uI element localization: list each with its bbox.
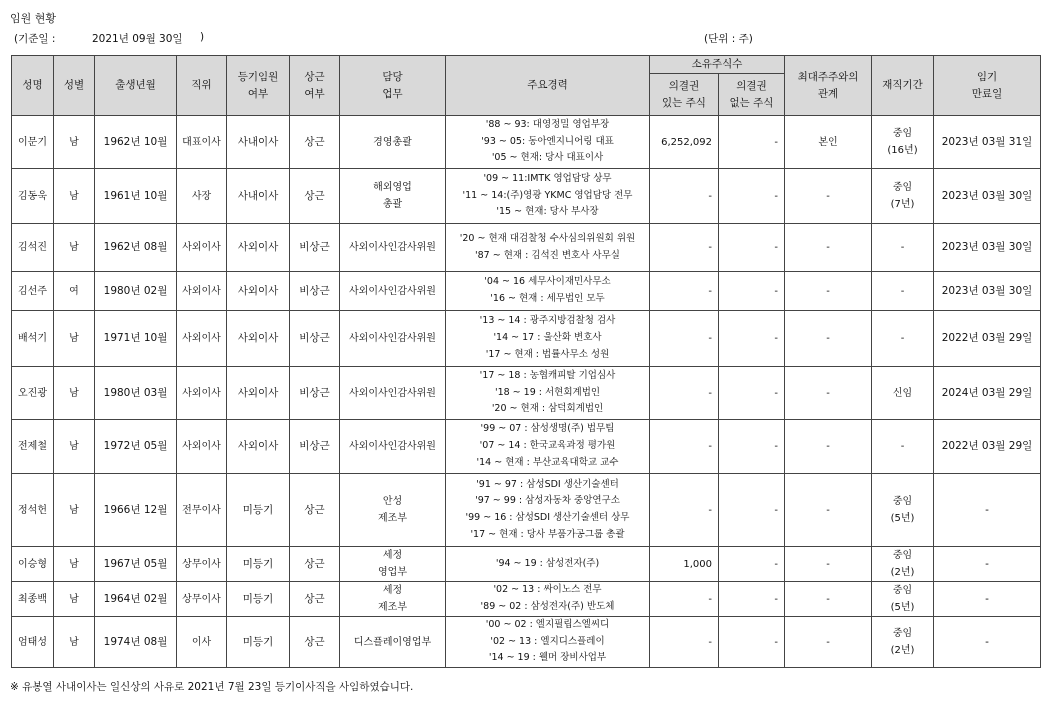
cell-duty-line: 총괄: [382, 199, 403, 210]
cell-career: [446, 367, 650, 420]
cell-nonvoting: -: [719, 367, 785, 420]
cell-birth: 1962년 08월: [95, 224, 177, 272]
cell-registered: 사외이사: [227, 367, 290, 420]
cell-nonvoting: -: [719, 420, 785, 474]
cell-career-line: '17 ~ 현재 : 법률사무소 성원: [485, 348, 610, 360]
cell-tenure: [872, 169, 934, 224]
cell-voting: -: [650, 420, 719, 474]
cell-birth: 1972년 05월: [95, 420, 177, 474]
cell-birth: 1980년 03월: [95, 367, 177, 420]
cell-voting: -: [650, 474, 719, 547]
header-duty-1: 담당: [382, 70, 403, 83]
cell-relation: -: [785, 272, 872, 311]
cell-career-line: '97 ~ 99 : 삼성자동차 중앙연구소: [475, 495, 620, 507]
cell-birth: 1967년 05월: [95, 547, 177, 582]
header-registered-2: 여부: [247, 87, 269, 100]
cell-relation: -: [785, 311, 872, 367]
cell-nonvoting: -: [719, 547, 785, 582]
cell-voting: -: [650, 582, 719, 617]
cell-tenure: [872, 420, 934, 474]
cell-career-line: '20 ~ 현재 대검찰청 수사심의위원회 위원: [459, 232, 636, 244]
cell-nonvoting: -: [719, 169, 785, 224]
cell-registered: 사외이사: [227, 311, 290, 367]
cell-relation: -: [785, 547, 872, 582]
header-nonvoting-2: 없는 주식: [729, 96, 774, 109]
cell-career-line: '00 ~ 02 : 엘지필립스엘씨디: [485, 619, 610, 630]
cell-voting: 1,000: [650, 547, 719, 582]
table-row: [12, 420, 1041, 474]
cell-career-line: '05 ~ 현재: 당사 대표이사: [491, 152, 604, 164]
cell-duty: [340, 474, 446, 547]
cell-tenure: [872, 582, 934, 617]
cell-career: [446, 224, 650, 272]
page-title: 임원 현황: [10, 12, 57, 25]
cell-voting: -: [650, 617, 719, 668]
cell-registered: 사외이사: [227, 224, 290, 272]
cell-career: [446, 272, 650, 311]
cell-career: [446, 169, 650, 224]
header-registered: [227, 56, 290, 116]
cell-tenure-line: 중임: [892, 128, 913, 139]
header-voting-1: 의결권: [668, 79, 700, 92]
cell-relation: -: [785, 420, 872, 474]
cell-career-line: '91 ~ 97 : 삼성SDI 생산기술센터: [476, 478, 619, 490]
cell-duty-line: 사외이사인감사위원: [349, 242, 436, 253]
cell-career: [446, 420, 650, 474]
cell-career: [446, 474, 650, 547]
table-row: [12, 116, 1041, 169]
basis-date-line: [14, 31, 205, 46]
cell-duty-line: 안성: [382, 496, 403, 507]
cell-nonvoting: -: [719, 474, 785, 547]
cell-career-line: '16 ~ 현재 : 세무법인 모두: [490, 293, 605, 304]
basis-close: ): [200, 31, 205, 43]
cell-name: 김동욱: [12, 169, 54, 224]
cell-tenure-line: -: [900, 285, 905, 297]
cell-position: 사외이사: [177, 272, 227, 311]
cell-duty-line: 디스플레이영업부: [353, 636, 432, 648]
cell-fulltime: 비상근: [290, 272, 340, 311]
cell-term: 2024년 03월 29일: [934, 367, 1041, 420]
cell-name: 김선주: [12, 272, 54, 311]
cell-position: 이사: [177, 617, 227, 668]
cell-fulltime: 상근: [290, 617, 340, 668]
cell-term: 2023년 03월 30일: [934, 169, 1041, 224]
cell-gender: 여: [54, 272, 95, 311]
cell-gender: 남: [54, 116, 95, 169]
cell-career-line: '02 ~ 13 : 엘지디스플레이: [490, 635, 605, 647]
cell-nonvoting: -: [719, 272, 785, 311]
cell-voting: -: [650, 272, 719, 311]
cell-term: -: [934, 474, 1041, 547]
cell-tenure: [872, 272, 934, 311]
cell-career-line: '15 ~ 현재: 당사 부사장: [496, 206, 599, 218]
table-row: [12, 617, 1041, 668]
cell-career: [446, 311, 650, 367]
header-duty: [340, 56, 446, 116]
cell-duty: [340, 169, 446, 224]
table-row: [12, 367, 1041, 420]
table-body: [12, 116, 1041, 668]
cell-duty: [340, 582, 446, 617]
cell-birth: 1974년 08월: [95, 617, 177, 668]
cell-career: [446, 582, 650, 617]
cell-relation: -: [785, 582, 872, 617]
header-name: 성명: [12, 56, 54, 116]
cell-career-line: '89 ~ 02 : 삼성전자(주) 반도체: [480, 601, 615, 612]
table-row: [12, 272, 1041, 311]
cell-nonvoting: -: [719, 116, 785, 169]
cell-career-line: '14 ~ 17 : 울산화 변호사: [493, 332, 602, 344]
cell-career-line: '17 ~ 현재 : 당사 부품가공그룹 총괄: [470, 528, 625, 540]
cell-registered: 사외이사: [227, 272, 290, 311]
cell-gender: 남: [54, 582, 95, 617]
cell-name: 배석기: [12, 311, 54, 367]
cell-duty-line: 사외이사인감사위원: [349, 333, 436, 344]
cell-tenure-line: (2년): [890, 567, 915, 578]
cell-tenure-line: -: [900, 242, 905, 253]
header-duty-2: 업무: [382, 87, 403, 100]
cell-tenure: [872, 116, 934, 169]
cell-relation: -: [785, 474, 872, 547]
cell-duty-line: 세정: [382, 585, 403, 596]
header-career: 주요경력: [446, 56, 650, 116]
cell-term: 2023년 03월 30일: [934, 272, 1041, 311]
cell-career-line: '18 ~ 19 : 서현회계법인: [494, 386, 601, 398]
cell-tenure-line: (5년): [890, 513, 915, 524]
cell-tenure: [872, 367, 934, 420]
cell-career-line: '99 ~ 16 : 삼성SDI 생산기술센터 상무: [465, 512, 630, 523]
cell-gender: 남: [54, 420, 95, 474]
header-nonvoting: [719, 74, 785, 116]
cell-gender: 남: [54, 169, 95, 224]
cell-duty-line: 제조부: [378, 602, 407, 613]
cell-nonvoting: -: [719, 311, 785, 367]
cell-term: 2022년 03월 29일: [934, 311, 1041, 367]
cell-career-line: '88 ~ 93: 대영정밀 영업부장: [485, 118, 610, 130]
cell-term: 2023년 03월 30일: [934, 224, 1041, 272]
cell-name: 최종백: [12, 582, 54, 617]
header-voting-2: 있는 주식: [662, 96, 706, 109]
cell-fulltime: 비상근: [290, 367, 340, 420]
cell-duty: [340, 116, 446, 169]
cell-tenure: [872, 474, 934, 547]
cell-fulltime: 비상근: [290, 311, 340, 367]
header-tenure: 재직기간: [872, 56, 934, 116]
cell-duty-line: 제조부: [378, 513, 407, 524]
cell-registered: 사내이사: [227, 169, 290, 224]
cell-name: 오진광: [12, 367, 54, 420]
cell-tenure-line: 신임: [892, 387, 913, 399]
header-registered-1: 등기임원: [237, 70, 279, 83]
header-fulltime-2: 여부: [304, 87, 325, 100]
cell-tenure-line: 중임: [892, 496, 913, 507]
cell-nonvoting: -: [719, 224, 785, 272]
cell-career-line: '14 ~ 현재 : 부산교육대학교 교수: [476, 456, 619, 468]
cell-tenure-line: 중임: [892, 628, 913, 640]
cell-tenure: [872, 547, 934, 582]
cell-voting: -: [650, 224, 719, 272]
cell-duty: [340, 224, 446, 272]
cell-career-line: '87 ~ 현재 : 김석진 변호사 사무실: [475, 249, 620, 261]
cell-voting: -: [650, 169, 719, 224]
cell-nonvoting: -: [719, 582, 785, 617]
header-voting: [650, 74, 719, 116]
cell-relation: -: [785, 224, 872, 272]
header-term-1: 임기: [976, 70, 998, 83]
cell-term: 2023년 03월 31일: [934, 116, 1041, 169]
cell-tenure: [872, 224, 934, 272]
table-row: [12, 169, 1041, 224]
cell-career-line: '07 ~ 14 : 한국교육과정 평가원: [479, 440, 616, 452]
cell-name: 전제철: [12, 420, 54, 474]
header-relation-1: 최대주주와의: [797, 70, 859, 83]
cell-duty: [340, 547, 446, 582]
cell-fulltime: 상근: [290, 169, 340, 224]
cell-fulltime: 상근: [290, 582, 340, 617]
cell-duty: [340, 420, 446, 474]
cell-registered: 미등기: [227, 617, 290, 668]
cell-name: 이문기: [12, 116, 54, 169]
header-relation-2: 관계: [817, 87, 839, 100]
table-row: [12, 311, 1041, 367]
cell-tenure: [872, 311, 934, 367]
header-position: 직위: [177, 56, 227, 116]
cell-voting: 6,252,092: [650, 116, 719, 169]
cell-fulltime: 상근: [290, 116, 340, 169]
cell-term: 2022년 03월 29일: [934, 420, 1041, 474]
cell-position: 대표이사: [177, 116, 227, 169]
cell-position: 사외이사: [177, 420, 227, 474]
cell-birth: 1962년 10월: [95, 116, 177, 169]
cell-duty: [340, 617, 446, 668]
cell-duty-line: 세정: [382, 550, 403, 561]
cell-duty-line: 영업부: [378, 567, 407, 578]
cell-career: [446, 617, 650, 668]
header-gender: 성별: [54, 56, 95, 116]
cell-tenure-line: (16년): [887, 145, 918, 156]
cell-duty: [340, 367, 446, 420]
cell-term: -: [934, 582, 1041, 617]
cell-career-line: '04 ~ 16 세무사이재민사무소: [484, 276, 611, 288]
executive-table: [11, 55, 1041, 668]
cell-position: 상무이사: [177, 582, 227, 617]
cell-tenure-line: 중임: [892, 550, 913, 561]
cell-relation: -: [785, 169, 872, 224]
table-row: [12, 474, 1041, 547]
cell-position: 상무이사: [177, 547, 227, 582]
cell-term: -: [934, 617, 1041, 668]
cell-career-line: '14 ~ 19 : 웰머 장비사업부: [488, 652, 607, 664]
cell-gender: 남: [54, 547, 95, 582]
cell-tenure: [872, 617, 934, 668]
cell-gender: 남: [54, 367, 95, 420]
cell-birth: 1980년 02월: [95, 272, 177, 311]
cell-registered: 미등기: [227, 582, 290, 617]
cell-tenure-line: -: [900, 333, 905, 344]
cell-fulltime: 상근: [290, 547, 340, 582]
header-birth: 출생년월: [95, 56, 177, 116]
cell-career-line: '99 ~ 07 : 삼성생명(주) 법무팀: [480, 423, 615, 435]
cell-voting: -: [650, 311, 719, 367]
cell-career-line: '02 ~ 13 : 싸이노스 전무: [493, 584, 602, 596]
cell-name: 엄태성: [12, 617, 54, 668]
table-row: [12, 582, 1041, 617]
cell-position: 사외이사: [177, 311, 227, 367]
cell-career: [446, 116, 650, 169]
footnote: ※ 유봉열 사내이사는 일신상의 사유로 2021년 7월 23일 등기이사직을 사임하였습니다.: [10, 681, 414, 693]
cell-fulltime: 비상근: [290, 420, 340, 474]
header-relation: [785, 56, 872, 116]
cell-gender: 남: [54, 474, 95, 547]
cell-duty: [340, 272, 446, 311]
cell-relation: -: [785, 617, 872, 668]
cell-tenure-line: 중임: [892, 585, 913, 596]
cell-name: 김석진: [12, 224, 54, 272]
table-row: [12, 547, 1041, 582]
header-term-2: 만료일: [971, 87, 1003, 100]
cell-career-line: '13 ~ 14 : 광주지방검찰청 검사: [479, 315, 616, 327]
cell-registered: 사내이사: [227, 116, 290, 169]
cell-position: 사외이사: [177, 224, 227, 272]
cell-tenure-line: 중임: [892, 182, 913, 193]
cell-tenure-line: (7년): [890, 199, 915, 210]
cell-career: [446, 547, 650, 582]
cell-birth: 1964년 02월: [95, 582, 177, 617]
cell-name: 정석헌: [12, 474, 54, 547]
cell-gender: 남: [54, 311, 95, 367]
cell-registered: 미등기: [227, 474, 290, 547]
cell-nonvoting: -: [719, 617, 785, 668]
cell-relation: -: [785, 367, 872, 420]
cell-duty: [340, 311, 446, 367]
cell-duty-line: 해외영업: [373, 182, 412, 193]
cell-gender: 남: [54, 224, 95, 272]
cell-relation: 본인: [785, 116, 872, 169]
cell-duty-line: 사외이사인감사위원: [349, 387, 436, 399]
cell-tenure-line: -: [900, 441, 905, 452]
header-term: [934, 56, 1041, 116]
cell-career-line: '09 ~ 11:IMTK 영업담당 상무: [483, 172, 612, 184]
basis-date: 2021년 09월 30일: [92, 33, 183, 45]
cell-position: 전무이사: [177, 474, 227, 547]
cell-career-line: '93 ~ 05: 동아엔지니어링 대표: [481, 135, 614, 147]
cell-duty-line: 사외이사인감사위원: [349, 285, 436, 297]
cell-career-line: '11 ~ 14:(주)영광 YKMC 영업담당 전무: [462, 189, 633, 201]
basis-label: (기준일 :: [14, 33, 56, 45]
header-fulltime-1: 상근: [304, 70, 325, 83]
cell-fulltime: 상근: [290, 474, 340, 547]
cell-registered: 사외이사: [227, 420, 290, 474]
cell-tenure-line: (2년): [890, 645, 915, 657]
table-row: [12, 224, 1041, 272]
cell-duty-line: 사외이사인감사위원: [349, 441, 436, 452]
header-shares: 소유주식수: [650, 56, 785, 74]
cell-fulltime: 비상근: [290, 224, 340, 272]
cell-position: 사장: [177, 169, 227, 224]
cell-birth: 1966년 12월: [95, 474, 177, 547]
cell-voting: -: [650, 367, 719, 420]
cell-career-line: '17 ~ 18 : 농협캐피탈 기업심사: [479, 369, 616, 381]
cell-term: -: [934, 547, 1041, 582]
cell-birth: 1961년 10월: [95, 169, 177, 224]
cell-position: 사외이사: [177, 367, 227, 420]
cell-gender: 남: [54, 617, 95, 668]
cell-registered: 미등기: [227, 547, 290, 582]
cell-birth: 1971년 10월: [95, 311, 177, 367]
cell-duty-line: 경영총괄: [373, 136, 412, 148]
cell-career-line: '94 ~ 19 : 삼성전자(주): [495, 557, 600, 569]
unit-label: (단위 : 주): [704, 33, 753, 45]
cell-name: 이승형: [12, 547, 54, 582]
cell-tenure-line: (5년): [890, 602, 915, 613]
cell-career-line: '20 ~ 현재 : 삼덕회계법인: [491, 403, 604, 415]
header-fulltime: [290, 56, 340, 116]
header-nonvoting-1: 의결권: [736, 79, 767, 92]
